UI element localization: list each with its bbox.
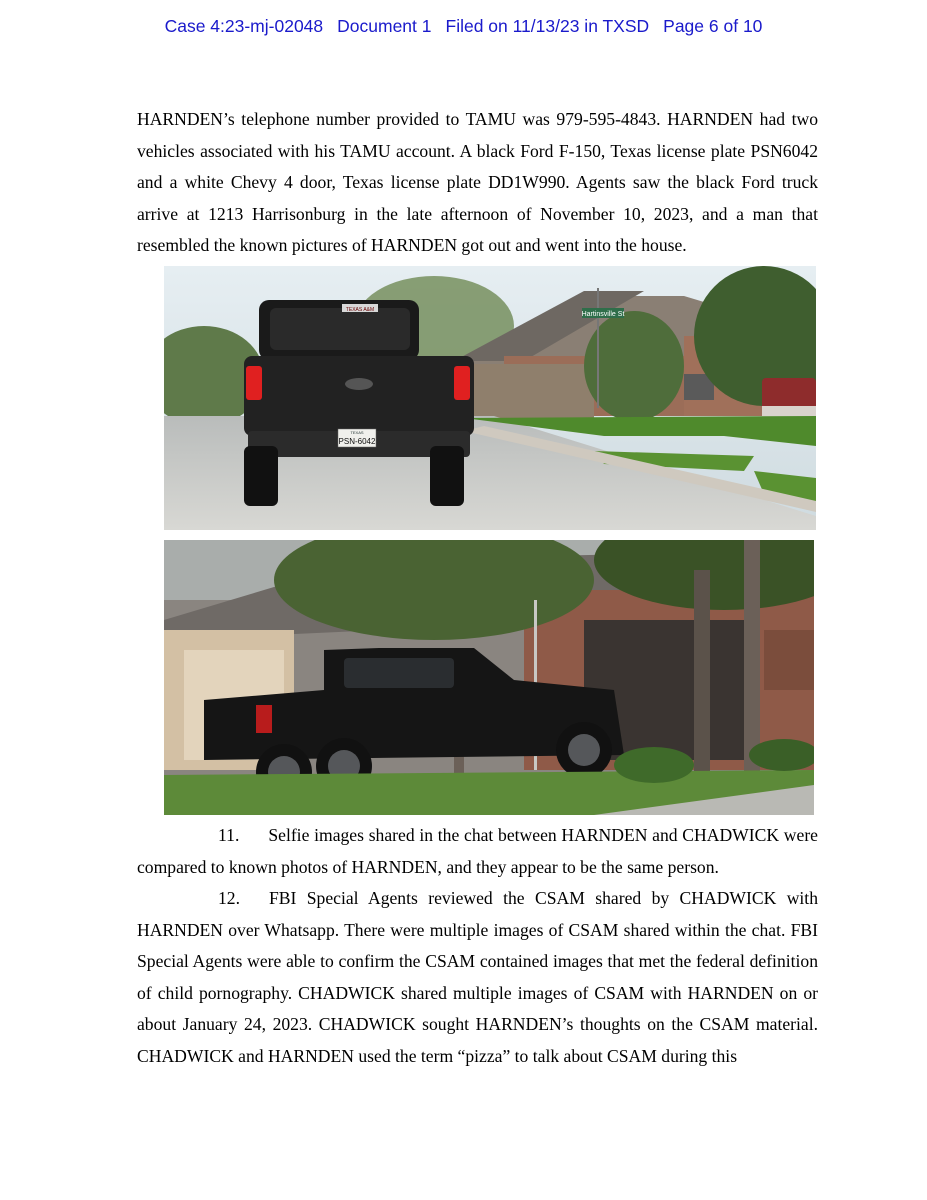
- paragraph-12: [137, 883, 818, 1072]
- header-page: Page 6 of 10: [663, 16, 763, 36]
- header-document: Document 1: [337, 16, 432, 36]
- paragraph-11-text: Selfie images shared in the chat between HARNDEN and CHADWICK were compared to known photos of HARNDEN, and they appear to be the same person.: [137, 825, 818, 877]
- header-case: Case 4:23-mj-02048: [164, 16, 324, 36]
- tailgate-decal: TEXAS A&M: [345, 307, 375, 313]
- truck-driveway-photo: [164, 540, 814, 815]
- plate-state: TEXAS: [350, 430, 364, 435]
- paragraph-12-text: FBI Special Agents reviewed the CSAM shared by CHADWICK with HARNDEN over Whatsapp. There were multiple images of CSAM shared within the chat. FBI Special Agents were able to confirm the CSAM contained images that met the federal definition of child pornography. CHADWICK shared multiple images of CSAM with HARNDEN on or about January 24, 2023. CHADWICK sought HARNDEN’s thoughts on the CSAM material. CHADWICK and HARNDEN used the term “pizza” to talk about CSAM during this: [137, 888, 818, 1066]
- paragraph-11-number: 11.: [218, 825, 240, 845]
- paragraph-11: [137, 820, 818, 883]
- paragraph-12-number: 12.: [218, 888, 240, 908]
- street-sign-label: Hartinsville St: [581, 311, 625, 318]
- intro-paragraph: HARNDEN’s telephone number provided to TAMU was 979-595-4843. HARNDEN had two vehicles associated with his TAMU account. A black Ford F-150, Texas license plate PSN6042 and a white Chevy 4 door, Texas license plate DD1W990. Agents saw the black Ford truck arrive at 1213 Harrisonburg in the late afternoon of November 10, 2023, and a man that resembled the known pictures of HARNDEN got out and went into the house.: [137, 109, 818, 255]
- page-header: [0, 16, 927, 37]
- rear-license-plate: PSN-6042: [338, 437, 376, 446]
- header-filed: Filed on 11/13/23 in TXSD: [445, 16, 650, 36]
- truck-rear-photo: [164, 266, 816, 530]
